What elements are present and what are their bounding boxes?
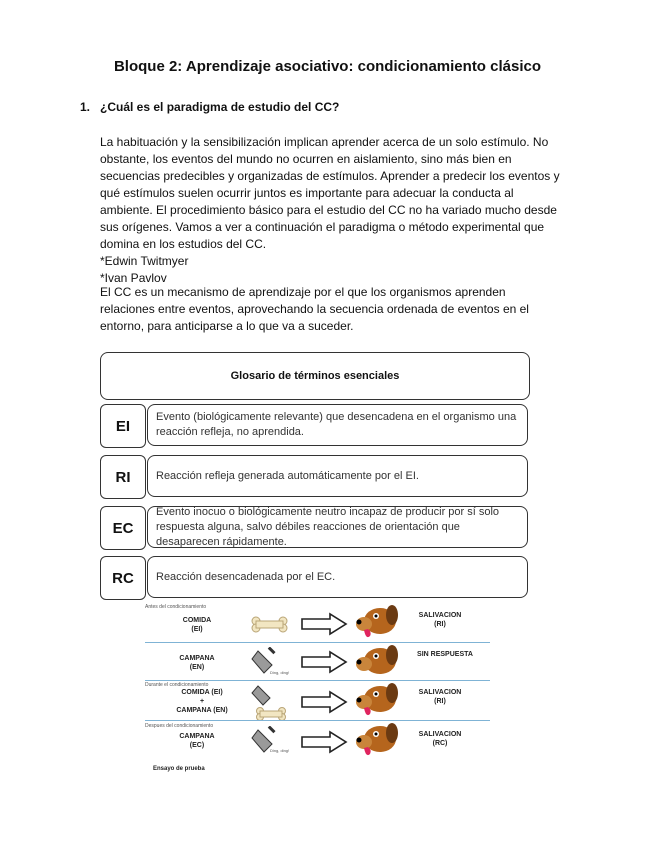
- phase-label-before: Antes del condicionamiento: [145, 604, 207, 610]
- paragraph-line: secuencias predecibles y organizadas de estímulos. Aprender a predecir los eventos y: [100, 169, 560, 183]
- glossary-row-ei: [100, 404, 530, 448]
- paragraph-line: El CC es un mecanismo de aprendizaje por el que los organismos aprenden: [100, 285, 506, 299]
- term-definition: Evento inocuo o biológicamente neutro incapaz de producir por sí solo respuesta alguna, salvo débiles reacciones de orientación que desaparecen rápidamente.: [147, 506, 528, 548]
- dog-icon: [350, 722, 405, 762]
- arrow-icon: [300, 730, 348, 754]
- paragraph-line: *Edwin Twitmyer: [100, 254, 189, 268]
- dog-icon: [350, 604, 405, 642]
- term-definition: Reacción desencadenada por el EC.: [147, 556, 528, 598]
- divider: [145, 642, 490, 643]
- term-abbr: RC: [100, 556, 146, 600]
- divider: [145, 680, 490, 681]
- response-label: SALIVACION (RI): [418, 612, 462, 628]
- term-definition: Evento (biológicamente relevante) que desencadena en el organismo una reacción refleja, no aprendida.: [147, 404, 528, 446]
- glossary-title: Glosario de términos esenciales: [100, 352, 530, 400]
- page-title: Bloque 2: Aprendizaje asociativo: condicionamiento clásico: [113, 58, 542, 75]
- stimulus-label: COMIDA (EI) + CAMPANA (EN): [176, 689, 228, 714]
- arrow-icon: [300, 690, 348, 714]
- glossary-row-ri: [100, 455, 530, 499]
- response-label: SALIVACION (RI): [418, 689, 462, 705]
- dog-icon: [350, 644, 405, 678]
- paragraph-line: qué estímulos suelen ocurrir juntos es importante para adecuar la conducta al: [100, 186, 514, 200]
- bone-icon: [250, 614, 290, 636]
- term-abbr: EI: [100, 404, 146, 448]
- paragraph-line: La habituación y la sensibilización implican aprender acerca de un solo estímulo. No: [100, 135, 549, 149]
- dog-icon: [350, 682, 405, 720]
- test-trial-label: Ensayo de prueba: [153, 766, 205, 772]
- phase-label-after: Despues del condicionamiento: [145, 723, 214, 729]
- pavlov-diagram: [145, 602, 490, 782]
- term-abbr: RI: [100, 455, 146, 499]
- glossary-row-rc: [100, 556, 530, 600]
- paragraph-line: entorno, para anticiparse a lo que va a suceder.: [100, 319, 354, 333]
- intro-paragraph: [100, 134, 598, 287]
- arrow-icon: [300, 650, 348, 674]
- term-abbr: EC: [100, 506, 146, 550]
- glossary-row-ec: [100, 506, 530, 550]
- term-definition: Reacción refleja generada automáticamente por el EI.: [147, 455, 528, 497]
- question-text: ¿Cuál es el paradigma de estudio del CC?: [100, 100, 340, 114]
- bell-sound-text: Ding, ding!: [270, 748, 290, 753]
- divider: [145, 720, 490, 721]
- cc-definition-paragraph: [100, 284, 598, 335]
- phase-label-during: Durante el condicionamiento: [145, 682, 209, 688]
- paragraph-line: sus orígenes. Vamos a ver a continuación el paradigma o método experimental que: [100, 220, 545, 234]
- paragraph-line: domina en los estudios del CC.: [100, 237, 267, 251]
- paragraph-line: ambiente. El procedimiento básico para el estudio del CC no ha variado mucho desde: [100, 203, 557, 217]
- paragraph-line: obstante, los eventos del mundo no ocurren en aislamiento, sino más bien en: [100, 152, 512, 166]
- question-heading: [80, 100, 339, 114]
- response-label: SALIVACION (RC): [418, 731, 462, 747]
- bell-sound-text: Ding, ding!: [270, 670, 290, 675]
- response-label: SIN RESPUESTA: [417, 651, 473, 658]
- stimulus-label: CAMPANA (EC): [179, 733, 215, 749]
- question-number: 1.: [80, 100, 91, 114]
- paragraph-line: relaciones entre eventos, aprovechando la secuencia ordenada de eventos en el: [100, 302, 529, 316]
- paragraph-line: *Ivan Pavlov: [100, 271, 167, 285]
- bell-and-bone-icon: [250, 684, 290, 720]
- stimulus-label: COMIDA (EI): [182, 617, 212, 633]
- arrow-icon: [300, 612, 348, 636]
- stimulus-label: CAMPANA (EN): [179, 655, 215, 671]
